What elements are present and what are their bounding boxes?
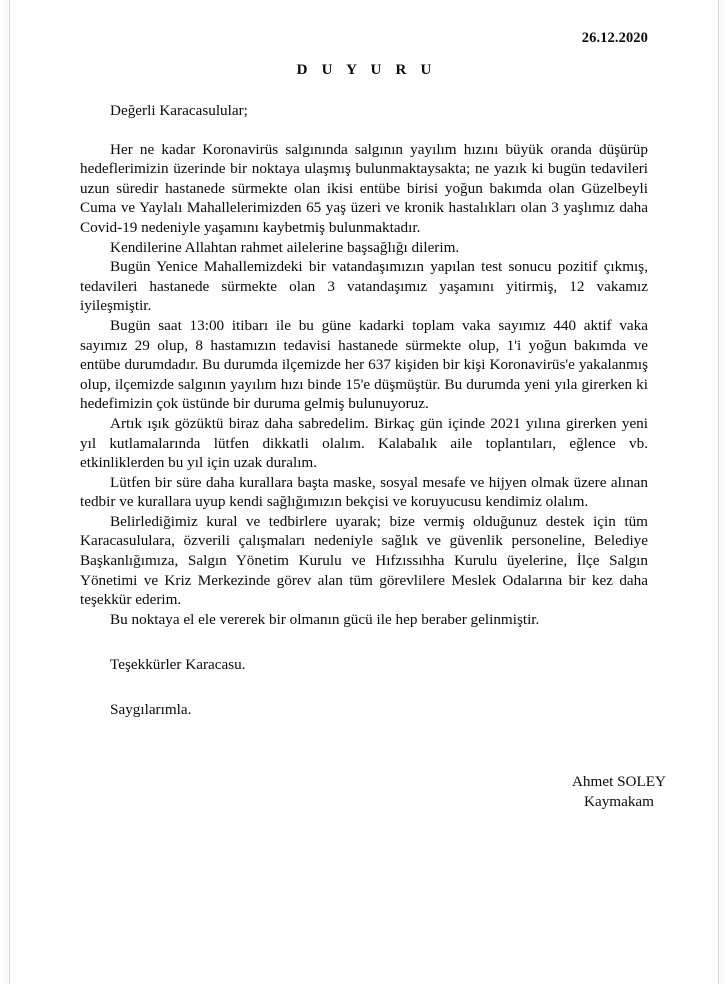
closing-block [80, 655, 648, 719]
signature-block [510, 772, 728, 812]
thanks-line: Teşekkürler Karacasu. [110, 656, 246, 673]
paragraph-4: Bugün saat 13:00 itibarı ile bu güne kadarki toplam vaka sayımız 440 aktif vaka sayımız 29 olup, 8 hastamızın tedavisi hastanede sürmekte olup, 1'i yoğun bakımda ve entübe durumdadır. Bu durumda ilçemizde her 637 kişiden bir kişi Koronavirüs'e yakalanmış olup, ilçemizde salgının yayılım hızı binde 15'e düşmüştür. Bu durumda yeni yıla girerken ki hedefimizin çok üstünde bir duruma gelmiş bulunuyoruz. [80, 316, 648, 413]
document-date: 26.12.2020 [581, 30, 648, 46]
spacer [80, 675, 648, 700]
regards-line: Saygılarımla. [110, 700, 192, 718]
document-body [80, 101, 648, 629]
paragraph-7: Belirlediğimiz kural ve tedbirlere uyarak; bize vermiş olduğunuz destek için tüm Karacasululara, özverili çalışmaları nedeniyle sağlık ve güvenlik personeline, Belediye Başkanlığımıza, Salgın Yönetim Kurulu ve Hıfzıssıhha Kurulu üyelerine, İlçe Salgın Yönetimi ve Kriz Merkezinde görev alan tüm görevlilere Meslek Odalarına bir kez daha teşekkür ederim. [80, 512, 648, 609]
page-right-shadow [720, 0, 726, 984]
paragraph-5: Artık ışık gözüktü biraz daha sabredelim. Birkaç gün içinde 2021 yılına girerken yeni yıl kutlamalarında lütfen dikkatli olalım. Kalabalık aile toplantıları, eğlence vb. etkinliklerden bu yıl için uzak duralım. [80, 414, 648, 472]
page-title: D U Y U R U [296, 62, 437, 78]
paragraph-3: Bugün Yenice Mahallemizdeki bir vatandaşımızın yapılan test sonucu pozitif çıkmış, tedavileri hastanede sürmekte olan 3 vatandaşımız yaşamını yitirmiş, 12 vakamız iyileşmiştir. [80, 258, 648, 315]
page-right-border [718, 0, 719, 984]
paragraph-1: Her ne kadar Koronavirüs salgınında salgının yayılım hızını büyük oranda düşürüp hedeflerimizin üzerinde bir noktaya ulaşmış bulunmaktaysakta; ne yazık ki bugün tedavileri uzun süredir hastanede sürmekte olan ikisi entübe birisi yoğun bakımda olan Güzelbeyli Cuma ve Yaylalı Mahallelerimizden 65 yaş üzeri ve kronik hastalıkları olan 3 yaşlımız daha Covid-19 nedeniyle yaşamını kaybetmiş bulunmaktadır. [80, 140, 648, 236]
page-left-border [9, 0, 10, 984]
signature-title: Kaymakam [583, 793, 654, 810]
paragraph-8: Bu noktaya el ele vererek bir olmanın gücü ile hep beraber gelinmiştir. [110, 610, 540, 628]
paragraph-6: Lütfen bir süre daha kurallara başta maske, sosyal mesafe ve hijyen olmak üzere alınan tedbir ve kurallara uyup kendi sağlığımızın bekçisi ve koruyucusu kendimiz olalım. [80, 473, 648, 511]
paragraph-2: Kendilerine Allahtan rahmet ailelerine başsağlığı dilerim. [110, 238, 460, 256]
page-left-shadow [2, 0, 8, 984]
signature-name: Ahmet SOLEY [571, 773, 667, 790]
salutation: Değerli Karacasulular; [110, 102, 248, 119]
spacer [80, 121, 648, 140]
